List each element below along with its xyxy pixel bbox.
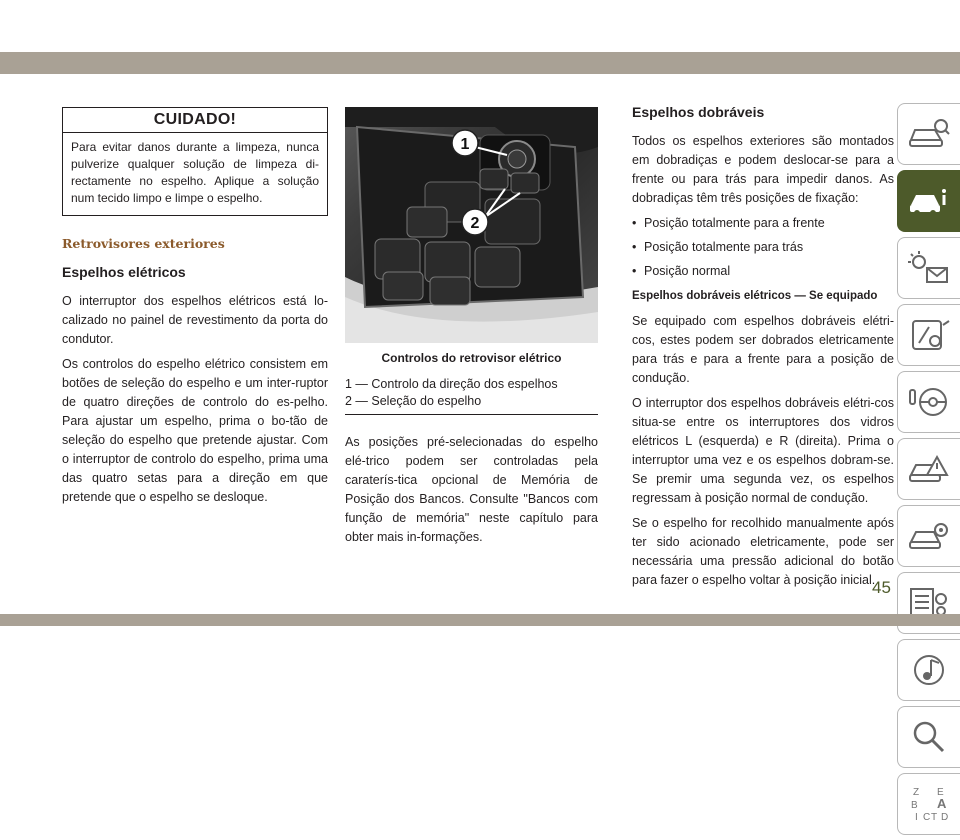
- bottom-band: [0, 614, 960, 626]
- car-warning-icon: [907, 451, 951, 487]
- paragraph: Se equipado com espelhos dobráveis elétri-cos, estes podem ser dobrados eletricamente para trás e para a frente para a posição de condução.: [632, 314, 894, 385]
- magnifier-icon: [907, 719, 951, 755]
- steering-wheel-icon: [907, 384, 951, 420]
- tab-car-overview[interactable]: [897, 103, 960, 165]
- page-number: 45: [872, 578, 891, 597]
- caution-box: [62, 107, 328, 216]
- section-title: Retrovisores exteriores: [62, 236, 225, 251]
- paragraph: Os controlos do espelho elétrico consistem em botões de seleção do espelho e um inter-ruptor de quatro direções de controlo do es-pelho. Para ajustar um espelho, prima o bo-tão de seleção do espelho que pretende ajustar. Com o interruptor de controlo do espelho, prima uma das quatro setas para a direção em que pretende que o espelho se desloque.: [62, 357, 328, 504]
- music-note-icon: [907, 652, 951, 688]
- list-item: • Posição normal: [632, 262, 894, 281]
- tab-servicing[interactable]: [897, 505, 960, 567]
- tab-search[interactable]: [897, 706, 960, 768]
- caution-title: CUIDADO!: [63, 108, 327, 133]
- mirror-controls-photo: [345, 107, 598, 343]
- tab-emergency[interactable]: [897, 438, 960, 500]
- index-letter: I: [915, 812, 918, 823]
- index-letter: E: [937, 787, 944, 798]
- subtitle-electric-mirrors: Espelhos elétricos: [62, 264, 186, 280]
- index-letter: D: [941, 812, 949, 823]
- callout-1: 1: [460, 136, 470, 153]
- callout-2: 2: [470, 215, 480, 232]
- index-letter: B: [911, 800, 918, 811]
- top-band: [0, 52, 960, 74]
- tab-car-info[interactable]: [897, 170, 960, 232]
- index-letter: T: [931, 812, 938, 823]
- left-column: [62, 107, 328, 513]
- light-envelope-icon: [907, 250, 951, 286]
- safety-icon: [907, 317, 951, 353]
- door-panel-illustration: [345, 107, 598, 343]
- alphabet-index-icon: [907, 784, 951, 824]
- caution-body: Para evitar danos durante a limpeza, nunca pulverize qualquer solução de limpeza di-rectamente no espelho. Aplique a solução num tecido limpo e limpe o espelho.: [71, 140, 319, 205]
- subtitle-folding-mirrors: Espelhos dobráveis: [632, 104, 765, 120]
- tab-safety[interactable]: [897, 304, 960, 366]
- tab-index[interactable]: [897, 773, 960, 835]
- car-wrench-icon: [907, 518, 951, 554]
- index-letter: A: [937, 796, 947, 811]
- car-magnify-icon: [907, 116, 951, 152]
- photo-caption: Controlos do retrovisor elétrico: [381, 351, 562, 365]
- position-list: [632, 214, 894, 281]
- index-letter: C: [923, 812, 931, 823]
- paragraph: O interruptor dos espelhos elétricos está lo-calizado no painel de revestimento da porta do condutor.: [62, 294, 328, 346]
- subtitle-power-folding: Espelhos dobráveis elétricos — Se equipado: [632, 290, 878, 302]
- paragraph: O interruptor dos espelhos dobráveis elétri-cos situa-se entre os interruptores dos vidros elétricos L (esquerda) e R (direita). Prima o interruptor uma vez e os espelhos dobram-se. Se premir uma segunda vez, os espelhos regressam à posição normal de condução.: [632, 396, 894, 505]
- paragraph: As posições pré-selecionadas do espelho elé-trico podem ser controladas pela caraterís-tica opcional de Memória de Posição dos Bancos. Consulte "Bancos com função de memória" neste capítulo para obter mais in-formações.: [345, 435, 598, 544]
- paragraph: Todos os espelhos exteriores são montados em dobradiças e podem deslocar-se para a frente ou para trás para impedir danos. As dobradiças têm três posições de fixação:: [632, 134, 894, 205]
- index-letter: Z: [913, 787, 920, 798]
- tab-lights-messages[interactable]: [897, 237, 960, 299]
- list-item: • Posição totalmente para trás: [632, 238, 894, 257]
- list-item: • Posição totalmente para a frente: [632, 214, 894, 233]
- paragraph: Se o espelho for recolhido manualmente após ter sido acionado eletricamente, pode ser necessária uma pressão adicional do botão para fazer o espelho voltar à posição inicial.: [632, 516, 894, 587]
- legend-item: 1 — Controlo da direção dos espelhos: [345, 377, 558, 391]
- photo-legend: [345, 376, 598, 415]
- middle-column: [345, 107, 598, 553]
- tab-starting-driving[interactable]: [897, 371, 960, 433]
- chapter-tabs: [897, 103, 960, 840]
- legend-item: 2 — Seleção do espelho: [345, 394, 482, 408]
- right-column: [632, 103, 894, 596]
- car-info-icon: [907, 183, 951, 219]
- tab-multimedia[interactable]: [897, 639, 960, 701]
